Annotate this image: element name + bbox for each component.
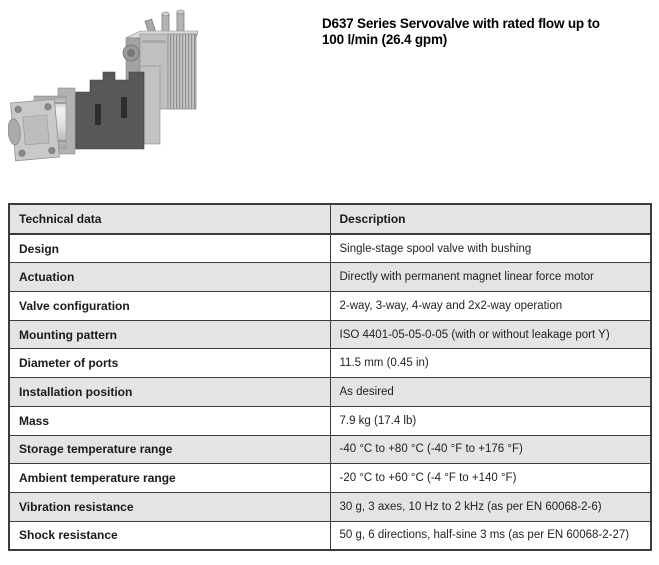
table-row-installation-position [9, 378, 651, 407]
row-label: Ambient temperature range [9, 464, 330, 493]
table-row-design [9, 234, 651, 263]
technical-data-table [8, 203, 652, 551]
row-value: -40 °C to +80 °C (-40 °F to +176 °F) [330, 435, 651, 464]
row-label: Installation position [9, 378, 330, 407]
front-flange [8, 99, 59, 161]
page-title-line2: 100 l/min (26.4 gpm) [322, 32, 448, 47]
column-header-description: Description [330, 204, 651, 234]
row-label: Actuation [9, 263, 330, 292]
row-label: Shock resistance [9, 521, 330, 550]
servovalve-photo [8, 4, 310, 190]
row-value: As desired [330, 378, 651, 407]
row-label: Mass [9, 406, 330, 435]
row-label: Design [9, 234, 330, 263]
table-row-valve-configuration [9, 292, 651, 321]
page-title [322, 16, 652, 48]
table-row-shock-resistance [9, 521, 651, 550]
table-row-storage-temperature-range [9, 435, 651, 464]
row-label: Vibration resistance [9, 492, 330, 521]
column-header-technical-data: Technical data [9, 204, 330, 234]
table-row-mounting-pattern [9, 320, 651, 349]
row-value: ISO 4401-05-05-0-05 (with or without leakage port Y) [330, 320, 651, 349]
row-value: 30 g, 3 axes, 10 Hz to 2 kHz (as per EN 60068-2-6) [330, 492, 651, 521]
row-value: 7.9 kg (17.4 lb) [330, 406, 651, 435]
table-header-row [9, 204, 651, 234]
row-label: Diameter of ports [9, 349, 330, 378]
row-label: Valve configuration [9, 292, 330, 321]
table-row-ambient-temperature-range [9, 464, 651, 493]
row-value: Directly with permanent magnet linear force motor [330, 263, 651, 292]
row-label: Mounting pattern [9, 320, 330, 349]
row-value: 11.5 mm (0.45 in) [330, 349, 651, 378]
row-value: 50 g, 6 directions, half-sine 3 ms (as per EN 60068-2-27) [330, 521, 651, 550]
row-value: -20 °C to +60 °C (-4 °F to +140 °F) [330, 464, 651, 493]
row-label: Storage temperature range [9, 435, 330, 464]
table-row-diameter-of-ports [9, 349, 651, 378]
table-row-mass [9, 406, 651, 435]
table-row-actuation [9, 263, 651, 292]
table-row-vibration-resistance [9, 492, 651, 521]
manifold-block [70, 72, 144, 152]
row-value: 2-way, 3-way, 4-way and 2x2-way operation [330, 292, 651, 321]
technical-data-table-wrap [8, 203, 652, 551]
page-title-line1: D637 Series Servovalve with rated flow up to [322, 16, 600, 31]
row-value: Single-stage spool valve with bushing [330, 234, 651, 263]
